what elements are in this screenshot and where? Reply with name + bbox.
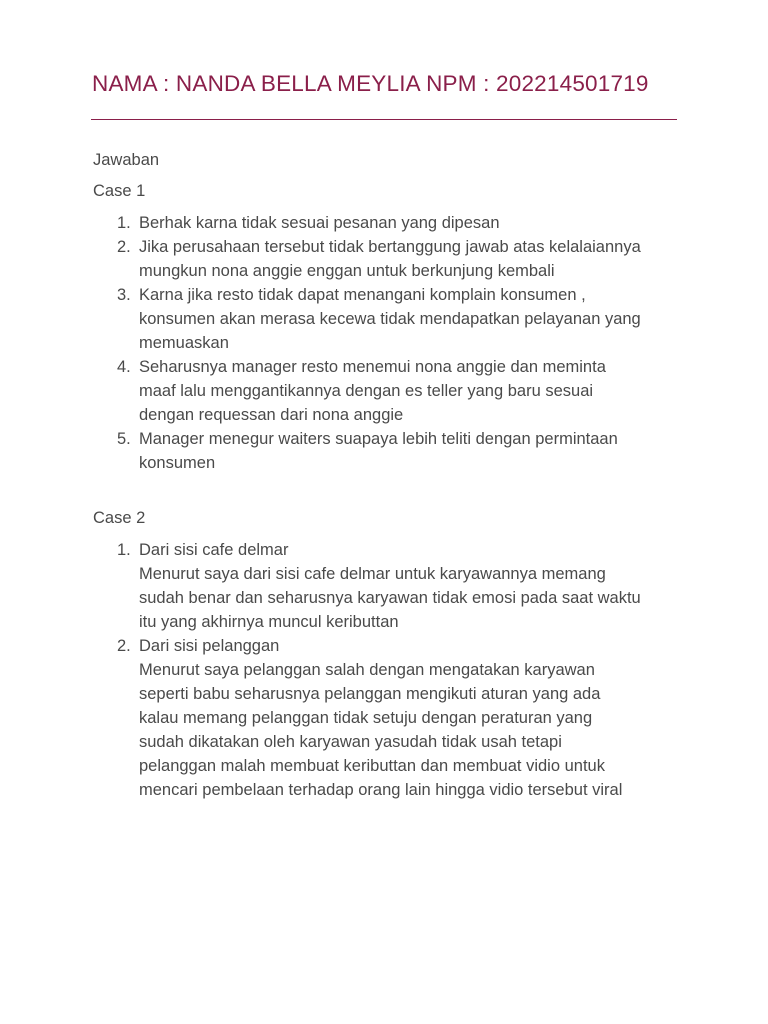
list-item-number: 3. (117, 286, 131, 304)
list-item-line: pelanggan malah membuat keributtan dan membuat vidio untuk (139, 757, 605, 775)
list-item-line: Dari sisi pelanggan (139, 637, 280, 655)
list-item-line: seperti babu seharusnya pelanggan mengikuti aturan yang ada (139, 685, 601, 703)
list-item-line: memuaskan (139, 334, 229, 352)
list-item-line: dengan requessan dari nona anggie (139, 406, 404, 424)
list-item-line: Dari sisi cafe delmar (139, 541, 289, 559)
answer-label: Jawaban (93, 151, 160, 169)
list-item-line: kalau memang pelanggan tidak setuju dengan peraturan yang (139, 709, 593, 727)
list-item-line: Seharusnya manager resto menemui nona anggie dan meminta (139, 358, 606, 376)
list-item-line: sudah benar dan seharusnya karyawan tidak emosi pada saat waktu (139, 589, 641, 607)
list-item-line: Berhak karna tidak sesuai pesanan yang dipesan (139, 214, 500, 232)
list-item-line: sudah dikatakan oleh karyawan yasudah tidak usah tetapi (139, 733, 562, 751)
list-item-line: mencari pembelaan terhadap orang lain hingga vidio tersebut viral (139, 781, 623, 799)
list-item-number: 2. (117, 637, 131, 655)
list-item-number: 1. (117, 541, 131, 559)
list-item-line: Jika perusahaan tersebut tidak bertanggung jawab atas kelalaiannya (139, 238, 641, 256)
list-item-number: 4. (117, 358, 131, 376)
list-item-line: Karna jika resto tidak dapat menangani komplain konsumen , (139, 286, 586, 304)
page-title: NAMA : NANDA BELLA MEYLIA NPM : 202214501719 (92, 71, 649, 96)
list-item-number: 2. (117, 238, 131, 256)
title-divider (91, 119, 677, 120)
list-item-line: Manager menegur waiters suapaya lebih teliti dengan permintaan (139, 430, 618, 448)
case2-heading: Case 2 (93, 509, 146, 527)
case1-heading: Case 1 (93, 182, 146, 200)
list-item-line: mungkun nona anggie enggan untuk berkunjung kembali (139, 262, 555, 280)
list-item-line: maaf lalu menggantikannya dengan es teller yang baru sesuai (139, 382, 594, 400)
list-item-number: 1. (117, 214, 131, 232)
list-item-line: konsumen akan merasa kecewa tidak mendapatkan pelayanan yang (139, 310, 641, 328)
list-item-line: Menurut saya dari sisi cafe delmar untuk karyawannya memang (139, 565, 606, 583)
list-item-line: Menurut saya pelanggan salah dengan mengatakan karyawan (139, 661, 595, 679)
list-item-line: itu yang akhirnya muncul keributtan (139, 613, 399, 631)
list-item-line: konsumen (139, 454, 216, 472)
list-item-number: 5. (117, 430, 131, 448)
